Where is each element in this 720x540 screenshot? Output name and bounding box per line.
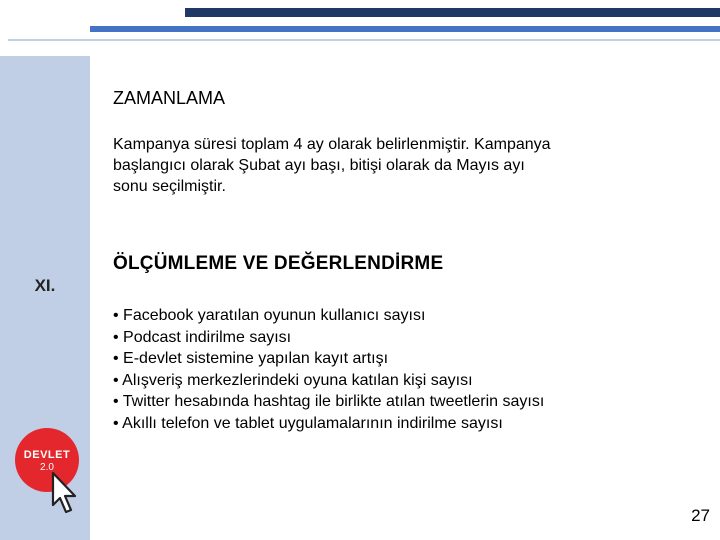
- list-item: • E-devlet sistemine yapılan kayıt artışı: [113, 350, 389, 367]
- timing-line: başlangıcı olarak Şubat ayı başı, bitişi olarak da Mayıs ayı: [113, 157, 525, 174]
- measurement-list: [113, 305, 544, 434]
- list-item: • Akıllı telefon ve tablet uygulamalarının indirilme sayısı: [113, 414, 503, 432]
- list-item: • Twitter hesabında hashtag ile birlikte atılan tweetlerin sayısı: [113, 393, 545, 410]
- timing-paragraph: [113, 134, 551, 197]
- logo-text-line1: DEVLET: [23, 449, 71, 461]
- header-bar-light: [8, 39, 720, 41]
- header-bar-dark: [185, 8, 720, 17]
- logo-text-line2: 2.0: [40, 462, 54, 473]
- list-item: • Alışveriş merkezlerindeki oyuna katılan kişi sayısı: [113, 371, 473, 389]
- header-bar-mid: [90, 26, 720, 32]
- page-number: 27: [691, 506, 710, 525]
- timing-line: Kampanya süresi toplam 4 ay olarak belirlenmiştir. Kampanya: [113, 136, 551, 153]
- list-item: • Facebook yaratılan oyunun kullanıcı sayısı: [113, 307, 426, 324]
- heading-measurement: ÖLÇÜMLEME VE DEĞERLENDİRME: [113, 253, 444, 274]
- list-item: • Podcast indirilme sayısı: [113, 328, 292, 346]
- timing-line: sonu seçilmiştir.: [113, 178, 226, 195]
- devlet-logo: [13, 426, 83, 518]
- section-number: XI.: [34, 276, 56, 295]
- heading-timing: ZAMANLAMA: [113, 88, 226, 108]
